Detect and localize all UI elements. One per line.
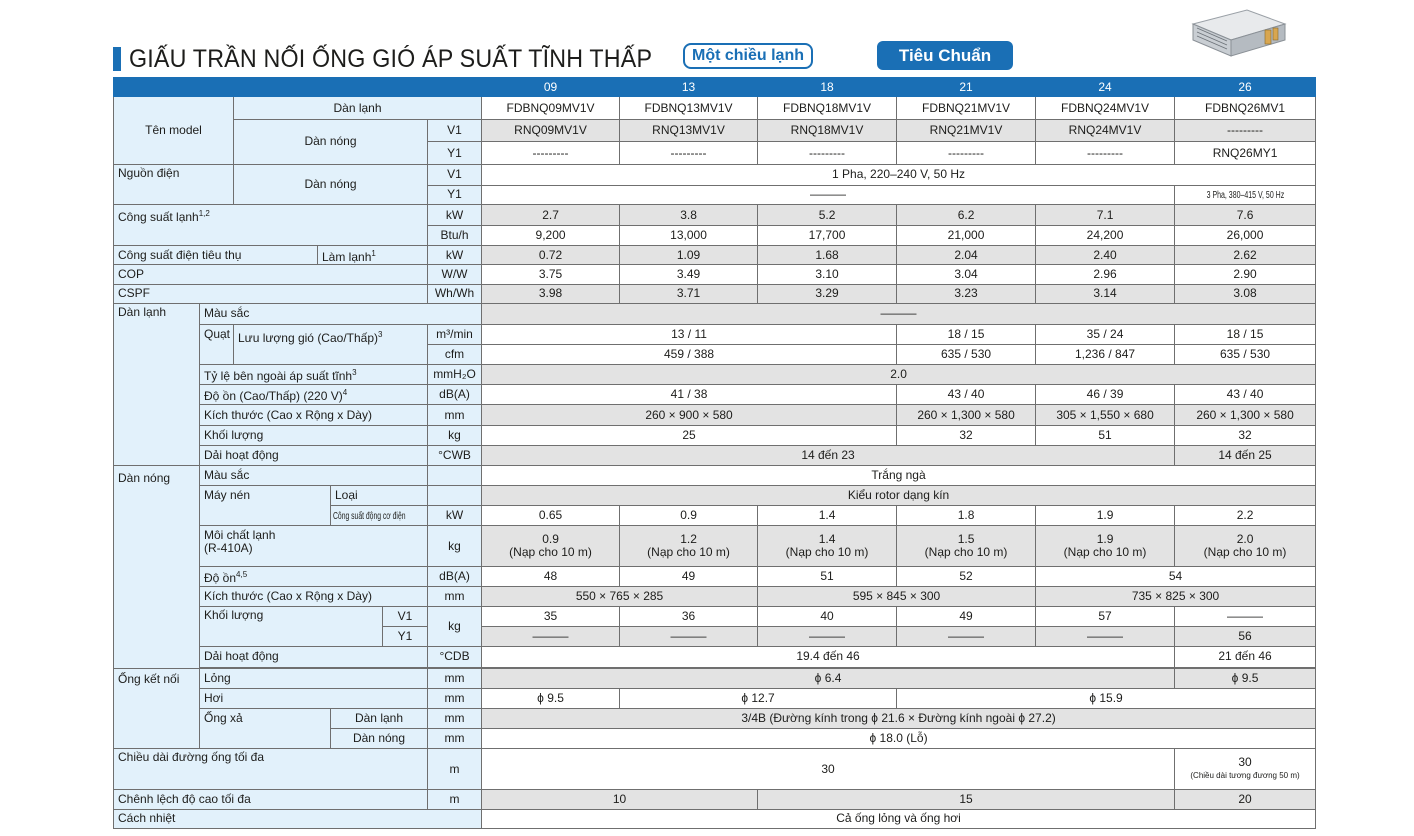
table-row xyxy=(114,526,1316,566)
power-label: Nguồn điện xyxy=(114,164,234,204)
value-cell: 49 xyxy=(897,607,1036,627)
model-outdoor-cell: RNQ21MV1V xyxy=(897,120,1036,142)
table-row xyxy=(114,97,1316,120)
indoor-noise-label xyxy=(200,385,428,405)
power-y1-text: 3 Pha, 380–415 V, 50 Hz xyxy=(1206,189,1284,201)
value-cell: 3.8 xyxy=(620,204,758,225)
model-outdoor-label: Dàn nóng xyxy=(234,120,428,164)
max-pipe-length-note: (Chiều dài tương đương 50 m) xyxy=(1190,771,1300,781)
cspf-label: CSPF xyxy=(114,284,428,303)
value-cell: 3/4B (Đường kính trong ϕ 21.6 × Đường kính ngoài ϕ 27.2) xyxy=(482,708,1316,728)
esp-label-text: Tỷ lệ bên ngoài áp suất tĩnh xyxy=(204,369,353,384)
value-cell: 19.4 đến 46 xyxy=(482,647,1175,667)
table-row xyxy=(114,708,1316,728)
table-row xyxy=(114,284,1316,303)
page-title xyxy=(113,44,692,74)
model-indoor-cell: FDBNQ24MV1V xyxy=(1036,97,1175,120)
value-cell: 459 / 388 xyxy=(482,345,897,365)
table-row xyxy=(114,586,1316,606)
unit-cell: Y1 xyxy=(428,185,482,204)
cooling-capacity-label xyxy=(114,204,428,245)
power-sub-label: Dàn nóng xyxy=(234,164,428,204)
model-outdoor-cell: --------- xyxy=(1036,142,1175,164)
value-cell: 13 / 11 xyxy=(482,324,897,344)
value-cell: ϕ 9.5 xyxy=(482,688,620,708)
value-cell: 260 × 900 × 580 xyxy=(482,405,897,425)
standard-badge: Tiêu Chuẩn xyxy=(877,41,1013,70)
value-cell: 3.29 xyxy=(758,284,897,303)
table-row xyxy=(114,607,1316,627)
model-indoor-cell: FDBNQ26MV1 xyxy=(1175,97,1316,120)
drain-label: Ống xả xyxy=(200,708,331,748)
value-cell: 595 × 845 × 300 xyxy=(758,586,1036,606)
unit-cell: V1 xyxy=(428,164,482,185)
table-row xyxy=(114,465,1316,485)
power-consumption-sub-text: Làm lạnh xyxy=(322,249,372,264)
value-cell: 3.71 xyxy=(620,284,758,303)
max-pipe-length-26: 30 xyxy=(1238,755,1252,770)
table-row xyxy=(114,265,1316,284)
title-text: GIẤU TRẦN NỐI ỐNG GIÓ ÁP SUẤT TĨNH THẤP xyxy=(129,44,653,73)
insulation-label: Cách nhiệt xyxy=(114,809,482,828)
value-cell: 305 × 1,550 × 680 xyxy=(1036,405,1175,425)
drain-outdoor-label: Dàn nóng xyxy=(331,728,428,748)
outdoor-dims-label: Kích thước (Cao x Rộng x Dày) xyxy=(200,586,428,606)
value-cell: 0.9 (Nạp cho 10 m) xyxy=(482,526,620,566)
table-row xyxy=(114,688,1316,708)
footnote-sup: 3 xyxy=(378,329,383,339)
title-marker xyxy=(113,47,121,71)
outdoor-weight-label: Khối lượng xyxy=(200,607,383,647)
unit-cell: m xyxy=(428,790,482,809)
value-cell: 10 xyxy=(482,790,758,809)
value-cell: 2.90 xyxy=(1175,265,1316,284)
value-cell: 32 xyxy=(897,425,1036,445)
col-18: 18 xyxy=(758,78,897,97)
indoor-color-value: ——— xyxy=(482,303,1316,324)
value-cell: 1,236 / 847 xyxy=(1036,345,1175,365)
unit-cell: kg xyxy=(428,526,482,566)
footnote-sup: 4 xyxy=(342,388,348,398)
value-cell: Kiểu rotor dạng kín xyxy=(482,486,1316,506)
header-blank xyxy=(114,78,482,97)
fan-label: Quạt xyxy=(200,324,234,364)
value-cell: 5.2 xyxy=(758,204,897,225)
value-cell: 3.49 xyxy=(620,265,758,284)
table-row xyxy=(114,445,1316,465)
value-cell: 2.2 xyxy=(1175,506,1316,526)
value-cell: 14 đến 25 xyxy=(1175,445,1316,465)
unit-cell: W/W xyxy=(428,265,482,284)
value-cell: 48 xyxy=(482,566,620,586)
value-cell: 260 × 1,300 × 580 xyxy=(897,405,1036,425)
value-cell: 13,000 xyxy=(620,226,758,246)
value-cell: 2.7 xyxy=(482,204,620,225)
value-cell: ——— xyxy=(758,627,897,647)
value-cell: 35 / 24 xyxy=(1036,324,1175,344)
value-cell: 550 × 765 × 285 xyxy=(482,586,758,606)
unit-cell: mmH₂O xyxy=(428,365,482,385)
value-cell: 635 / 530 xyxy=(1175,345,1316,365)
col-24: 24 xyxy=(1036,78,1175,97)
value-cell: 17,700 xyxy=(758,226,897,246)
power-y1-value-26 xyxy=(1175,185,1316,204)
power-y1-value: ——— xyxy=(482,185,1175,204)
outdoor-noise-label-text: Độ ồn xyxy=(204,570,237,585)
value-cell: 260 × 1,300 × 580 xyxy=(1175,405,1316,425)
airflow-label-text: Lưu lượng gió (Cao/Thấp) xyxy=(238,330,379,345)
unit-cell: mm xyxy=(428,688,482,708)
unit-cell: dB(A) xyxy=(428,566,482,586)
ducted-unit-image xyxy=(1185,6,1289,62)
cop-label: COP xyxy=(114,265,428,284)
value-cell: 3.10 xyxy=(758,265,897,284)
table-row xyxy=(114,246,1316,265)
value-cell: 1.2 (Nạp cho 10 m) xyxy=(620,526,758,566)
value-cell: ——— xyxy=(482,627,620,647)
value-cell: 2.0 (Nạp cho 10 m) xyxy=(1175,526,1316,566)
table-row xyxy=(114,324,1316,344)
unit-cell: mm xyxy=(428,405,482,425)
footnote-sup: 4,5 xyxy=(236,569,248,579)
motor-label xyxy=(331,506,428,526)
value-cell: 2.04 xyxy=(897,246,1036,265)
value-cell: 2.62 xyxy=(1175,246,1316,265)
model-outdoor-cell: RNQ09MV1V xyxy=(482,120,620,142)
value-cell: ——— xyxy=(1036,627,1175,647)
model-indoor-cell: FDBNQ09MV1V xyxy=(482,97,620,120)
value-cell: 3.23 xyxy=(897,284,1036,303)
value-cell: 57 xyxy=(1036,607,1175,627)
cooling-capacity-text: Công suất lạnh xyxy=(118,209,199,224)
model-outdoor-cell: RNQ13MV1V xyxy=(620,120,758,142)
value-cell: 1.8 xyxy=(897,506,1036,526)
model-indoor-cell: FDBNQ13MV1V xyxy=(620,97,758,120)
value-cell: 735 × 825 × 300 xyxy=(1036,586,1316,606)
spec-table xyxy=(113,77,1316,829)
col-21: 21 xyxy=(897,78,1036,97)
unit-cell: Y1 xyxy=(428,142,482,164)
unit-cell: mm xyxy=(428,708,482,728)
value-cell: 3.08 xyxy=(1175,284,1316,303)
value-cell: 2.96 xyxy=(1036,265,1175,284)
model-outdoor-cell: RNQ24MV1V xyxy=(1036,120,1175,142)
value-cell: 3.75 xyxy=(482,265,620,284)
unit-cell: kg xyxy=(428,425,482,445)
value-cell: 2.0 xyxy=(482,365,1316,385)
footnote-sup: 1 xyxy=(371,248,376,258)
indoor-range-label: Dải hoạt động xyxy=(200,445,428,465)
table-row xyxy=(114,790,1316,809)
value-cell: 14 đến 23 xyxy=(482,445,1175,465)
value-cell: 1.4 xyxy=(758,506,897,526)
unit-cell: m xyxy=(428,749,482,790)
unit-cell: kW xyxy=(428,506,482,526)
unit-cell: kg xyxy=(428,607,482,647)
value-cell: 46 / 39 xyxy=(1036,385,1175,405)
model-indoor-cell: FDBNQ18MV1V xyxy=(758,97,897,120)
model-outdoor-cell: --------- xyxy=(482,142,620,164)
motor-label-text: Công suất động cơ điện xyxy=(333,510,406,522)
value-cell: ϕ 15.9 xyxy=(897,688,1316,708)
model-group-label: Tên model xyxy=(114,97,234,165)
value-cell: ——— xyxy=(620,627,758,647)
outdoor-color-label: Màu sắc xyxy=(200,465,428,485)
value-cell: 7.1 xyxy=(1036,204,1175,225)
model-outdoor-cell: --------- xyxy=(758,142,897,164)
unit-cell: m³/min xyxy=(428,324,482,344)
header-row xyxy=(114,78,1316,97)
table-row xyxy=(114,405,1316,425)
value-cell: 7.6 xyxy=(1175,204,1316,225)
value-cell: 2.40 xyxy=(1036,246,1175,265)
unit-cell: Wh/Wh xyxy=(428,284,482,303)
col-26: 26 xyxy=(1175,78,1316,97)
value-cell: ϕ 6.4 xyxy=(482,668,1175,688)
outdoor-color-value: Trắng ngà xyxy=(482,465,1316,485)
footnote-sup: 3 xyxy=(352,368,357,378)
value-cell: 36 xyxy=(620,607,758,627)
table-row xyxy=(114,486,1316,506)
value-cell: 49 xyxy=(620,566,758,586)
power-consumption-label: Công suất điện tiêu thụ xyxy=(114,246,318,265)
unit-cell: Btu/h xyxy=(428,226,482,246)
value-cell: Cả ống lỏng và ống hơi xyxy=(482,809,1316,828)
value-cell: 0.72 xyxy=(482,246,620,265)
max-height-diff-label: Chênh lệch độ cao tối đa xyxy=(114,790,428,809)
col-13: 13 xyxy=(620,78,758,97)
value-cell: ϕ 12.7 xyxy=(620,688,897,708)
table-row xyxy=(114,120,1316,142)
table-row xyxy=(114,647,1316,667)
value-cell: 32 xyxy=(1175,425,1316,445)
refrigerant-label: Môi chất lạnh (R-410A) xyxy=(200,526,428,566)
value-cell: 41 / 38 xyxy=(482,385,897,405)
value-cell: 56 xyxy=(1175,627,1316,647)
indoor-weight-label: Khối lượng xyxy=(200,425,428,445)
model-outdoor-cell: --------- xyxy=(1175,120,1316,142)
value-cell: ——— xyxy=(1175,607,1316,627)
weight-v1-label: V1 xyxy=(383,607,428,627)
table-row xyxy=(114,809,1316,828)
table-row xyxy=(114,303,1316,324)
gas-label: Hơi xyxy=(200,688,428,708)
value-cell: 0.65 xyxy=(482,506,620,526)
table-row xyxy=(114,365,1316,385)
value-cell: 26,000 xyxy=(1175,226,1316,246)
table-row xyxy=(114,566,1316,586)
esp-label xyxy=(200,365,428,385)
unit-cell: mm xyxy=(428,728,482,748)
table-row xyxy=(114,425,1316,445)
model-outdoor-cell: --------- xyxy=(897,142,1036,164)
power-v1-value: 1 Pha, 220–240 V, 50 Hz xyxy=(482,164,1316,185)
value-cell: 43 / 40 xyxy=(1175,385,1316,405)
compressor-type-label: Loại xyxy=(331,486,428,506)
value-cell: 1.9 xyxy=(1036,506,1175,526)
col-09: 09 xyxy=(482,78,620,97)
unit-cell: mm xyxy=(428,586,482,606)
value-cell: ——— xyxy=(897,627,1036,647)
max-pipe-length-label: Chiều dài đường ống tối đa xyxy=(114,749,428,790)
indoor-unit-label: Dàn lạnh xyxy=(114,303,200,465)
blank-cell xyxy=(428,465,482,485)
value-cell: 20 xyxy=(1175,790,1316,809)
value-cell: 1.5 (Nạp cho 10 m) xyxy=(897,526,1036,566)
value-cell: 24,200 xyxy=(1036,226,1175,246)
value-cell: 40 xyxy=(758,607,897,627)
table-row xyxy=(114,164,1316,185)
indoor-dims-label: Kích thước (Cao x Rộng x Dày) xyxy=(200,405,428,425)
unit-cell: kW xyxy=(428,246,482,265)
value-cell: 3.14 xyxy=(1036,284,1175,303)
value-cell: 15 xyxy=(758,790,1175,809)
value-cell: 25 xyxy=(482,425,897,445)
value-cell: 51 xyxy=(758,566,897,586)
outdoor-unit-label: Dàn nóng xyxy=(114,465,200,668)
value-cell: 1.9 (Nạp cho 10 m) xyxy=(1036,526,1175,566)
unit-cell: mm xyxy=(428,668,482,688)
model-outdoor-cell: --------- xyxy=(620,142,758,164)
value-cell: 1.4 (Nạp cho 10 m) xyxy=(758,526,897,566)
power-consumption-sub xyxy=(318,246,428,265)
footnote-sup: 1,2 xyxy=(198,208,210,218)
value-cell: 0.9 xyxy=(620,506,758,526)
value-cell: 18 / 15 xyxy=(1175,324,1316,344)
value-cell: 30 xyxy=(482,749,1175,790)
piping-label: Ống kết nối xyxy=(114,668,200,749)
value-cell: 1.68 xyxy=(758,246,897,265)
unit-cell: kW xyxy=(428,204,482,225)
outdoor-range-label: Dải hoạt động xyxy=(200,647,428,667)
value-cell: 3.04 xyxy=(897,265,1036,284)
table-row xyxy=(114,668,1316,688)
airflow-label xyxy=(234,324,428,364)
value-cell: 43 / 40 xyxy=(897,385,1036,405)
value-cell: 9,200 xyxy=(482,226,620,246)
value-cell: 18 / 15 xyxy=(897,324,1036,344)
mode-badge: Một chiều lạnh xyxy=(683,43,813,69)
model-indoor-label: Dàn lạnh xyxy=(234,97,482,120)
value-cell-26 xyxy=(1175,749,1316,790)
value-cell: 54 xyxy=(1036,566,1316,586)
value-cell: 635 / 530 xyxy=(897,345,1036,365)
compressor-label: Máy nén xyxy=(200,486,331,526)
blank-cell xyxy=(428,486,482,506)
value-cell: ϕ 9.5 xyxy=(1175,668,1316,688)
value-cell: 21 đến 46 xyxy=(1175,647,1316,667)
weight-y1-label: Y1 xyxy=(383,627,428,647)
value-cell: 35 xyxy=(482,607,620,627)
table-row xyxy=(114,204,1316,225)
value-cell: 51 xyxy=(1036,425,1175,445)
value-cell: 1.09 xyxy=(620,246,758,265)
indoor-color-label: Màu sắc xyxy=(200,303,482,324)
indoor-noise-label-text: Độ ồn (Cao/Thấp) (220 V) xyxy=(204,389,343,404)
drain-indoor-label: Dàn lạnh xyxy=(331,708,428,728)
unit-cell: cfm xyxy=(428,345,482,365)
model-outdoor-cell: RNQ18MV1V xyxy=(758,120,897,142)
table-row xyxy=(114,749,1316,790)
unit-cell: °CDB xyxy=(428,647,482,667)
value-cell: 6.2 xyxy=(897,204,1036,225)
unit-cell: V1 xyxy=(428,120,482,142)
table-row xyxy=(114,385,1316,405)
unit-cell: °CWB xyxy=(428,445,482,465)
model-outdoor-cell: RNQ26MY1 xyxy=(1175,142,1316,164)
liquid-label: Lỏng xyxy=(200,668,428,688)
value-cell: 52 xyxy=(897,566,1036,586)
model-indoor-cell: FDBNQ21MV1V xyxy=(897,97,1036,120)
value-cell: 3.98 xyxy=(482,284,620,303)
value-cell: 21,000 xyxy=(897,226,1036,246)
value-cell: ϕ 18.0 (Lỗ) xyxy=(482,728,1316,748)
unit-cell: dB(A) xyxy=(428,385,482,405)
outdoor-noise-label xyxy=(200,566,428,586)
